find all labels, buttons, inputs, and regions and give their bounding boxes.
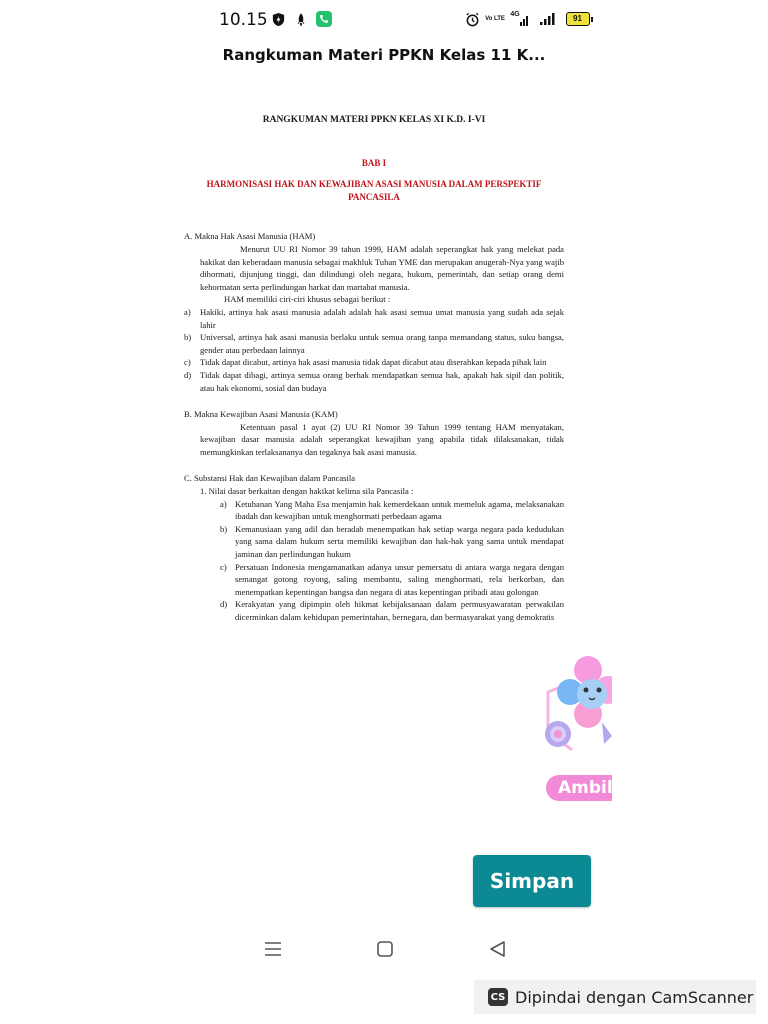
- list-item: [184, 369, 564, 394]
- list-marker: a): [220, 498, 227, 509]
- nav-back-button[interactable]: [486, 938, 510, 960]
- list-text: Kemanusiaan yang adil dan beradab menempatkan hak setiap warga negara pada kedudukan yang sama dalam hukum serta memiliki kewajiban dan hak-hak yang sama untuk mendapat jaminan dan perlindungan hukum: [235, 523, 564, 560]
- list-text: Tidak dapat dicabut, artinya hak asasi manusia tidak dapat dicabut atau diserahkan kepada pihak lain: [200, 357, 547, 368]
- camscanner-logo: CS: [488, 988, 508, 1006]
- nav-home-button[interactable]: [373, 938, 397, 960]
- network-label: 4G: [510, 11, 520, 18]
- back-icon: [486, 938, 510, 960]
- section-b-paragraph: Ketentuan pasal 1 ayat (2) UU RI Nomor 39 Tahun 1999 tentang HAM menyatakan, kewajiban dasar manusia adalah seperangkat kewajiban yang apabila tidak dilaksanakan, tidak memungkinkan terlaksananya dan tegaknya hak asasi manusia.: [200, 421, 564, 457]
- network-indicator: [509, 11, 531, 27]
- battery-icon: [565, 11, 593, 27]
- alarm-icon: [464, 11, 480, 27]
- list-item: [220, 598, 564, 623]
- nav-menu-button[interactable]: [261, 938, 285, 960]
- watermark-text: Dipindai dengan CamScanner: [515, 987, 754, 1007]
- status-time: 10.15: [219, 10, 268, 30]
- list-text: Kerakyatan yang dipimpin oleh hikmat kebijaksanaan dalam permusyawaratan perwakilan dicerminkan dalam kehidupan pemerintahan, bernegara, dan bermasyarakat yang demokratis: [235, 599, 564, 622]
- list-marker: c): [184, 357, 191, 368]
- list-marker: c): [220, 561, 227, 572]
- list-marker: b): [184, 332, 192, 343]
- signal-icon: [538, 11, 558, 27]
- home-icon: [373, 938, 397, 960]
- volte-indicator: Vo LTE: [485, 15, 505, 22]
- ambil-button[interactable]: Ambil: [546, 775, 612, 801]
- shield-icon: [270, 11, 286, 27]
- chapter-number: BAB I: [361, 157, 387, 168]
- list-text: Tidak dapat dibagi, artinya semua orang berhak mendapatkan semua hak, apakah hak sipil dan politik, atau hak ekonomi, sosial dan budaya: [200, 369, 564, 393]
- list-marker: d): [184, 369, 192, 380]
- list-marker: d): [220, 599, 228, 610]
- rocket-icon: [293, 11, 309, 27]
- list-item: [220, 523, 564, 561]
- document-page: [184, 110, 564, 624]
- list-marker: b): [220, 523, 228, 534]
- page-title: Rangkuman Materi PPKN Kelas 11 K...: [222, 46, 546, 64]
- list-item: [220, 498, 564, 523]
- list-item: [184, 331, 564, 356]
- list-item: [184, 306, 564, 331]
- list-text: Ketuhanan Yang Maha Esa menjamin hak kemerdekaan untuk memeluk agama, melaksanakan ibadah dan kewajiban untuk menghormati perbedaan agama: [235, 498, 564, 522]
- list-text: Hakiki, artinya hak asasi manusia adalah adalah hak asasi semua umat manusia yang sudah ada sejak lahir: [200, 306, 564, 330]
- battery-level: 91: [566, 12, 590, 26]
- list-marker: a): [184, 306, 191, 317]
- section-b-heading: B. Makna Kewajiban Asasi Manusia (KAM): [184, 409, 338, 420]
- list-item: [184, 356, 564, 369]
- list-text: Universal, artinya hak asasi manusia berlaku untuk semua orang tanpa memandang status, suku bangsa, gender atau perbedaan lainnya: [200, 332, 564, 355]
- status-bar: [0, 0, 768, 40]
- list-text: Persatuan Indonesia mengamanatkan adanya unsur pemersatu di antara warga negara dengan semangat gotong royong, saling membantu, saling menghormati, rela berkorban, dan menempatkan kepentingan bangsa dan negara di atas kepentingan pribadi atau golongan: [235, 561, 564, 597]
- chapter-title: HARMONISASI HAK DAN KEWAJIBAN ASASI MANUSIA DALAM PERSPEKTIF PANCASILA: [206, 179, 542, 202]
- document-title: RANGKUMAN MATERI PPKN KELAS XI K.D. I-VI: [262, 115, 486, 125]
- save-button[interactable]: Simpan: [473, 855, 591, 907]
- menu-icon: [261, 938, 285, 960]
- section-c-subheading: 1. Nilai dasar berkaitan dengan hakikat kelima sila Pancasila :: [200, 486, 414, 497]
- section-c-heading: C. Substansi Hak dan Kewajiban dalam Pancasila: [184, 473, 356, 484]
- camscanner-watermark: [474, 980, 756, 1014]
- phone-icon: [316, 11, 332, 27]
- list-item: [220, 561, 564, 599]
- section-a-heading: A. Makna Hak Asasi Manusia (HAM): [184, 231, 316, 242]
- section-a-paragraph: Menurut UU RI Nomor 39 tahun 1999, HAM adalah seperangkat hak yang melekat pada hakikat dan keberadaan manusia sebagai makhluk Tuhan YME dan merupakan anugerah-Nya yang wajib dihormati, dijunjung tinggi, dan dilindungi oleh negara, hukum, pemerintah, dan setiap orang demi kehormatan serta perlindungan harkat dan martabat manusia.: [200, 243, 564, 292]
- section-a-intro: HAM memiliki ciri-ciri khusus sebagai berikut :: [224, 294, 391, 305]
